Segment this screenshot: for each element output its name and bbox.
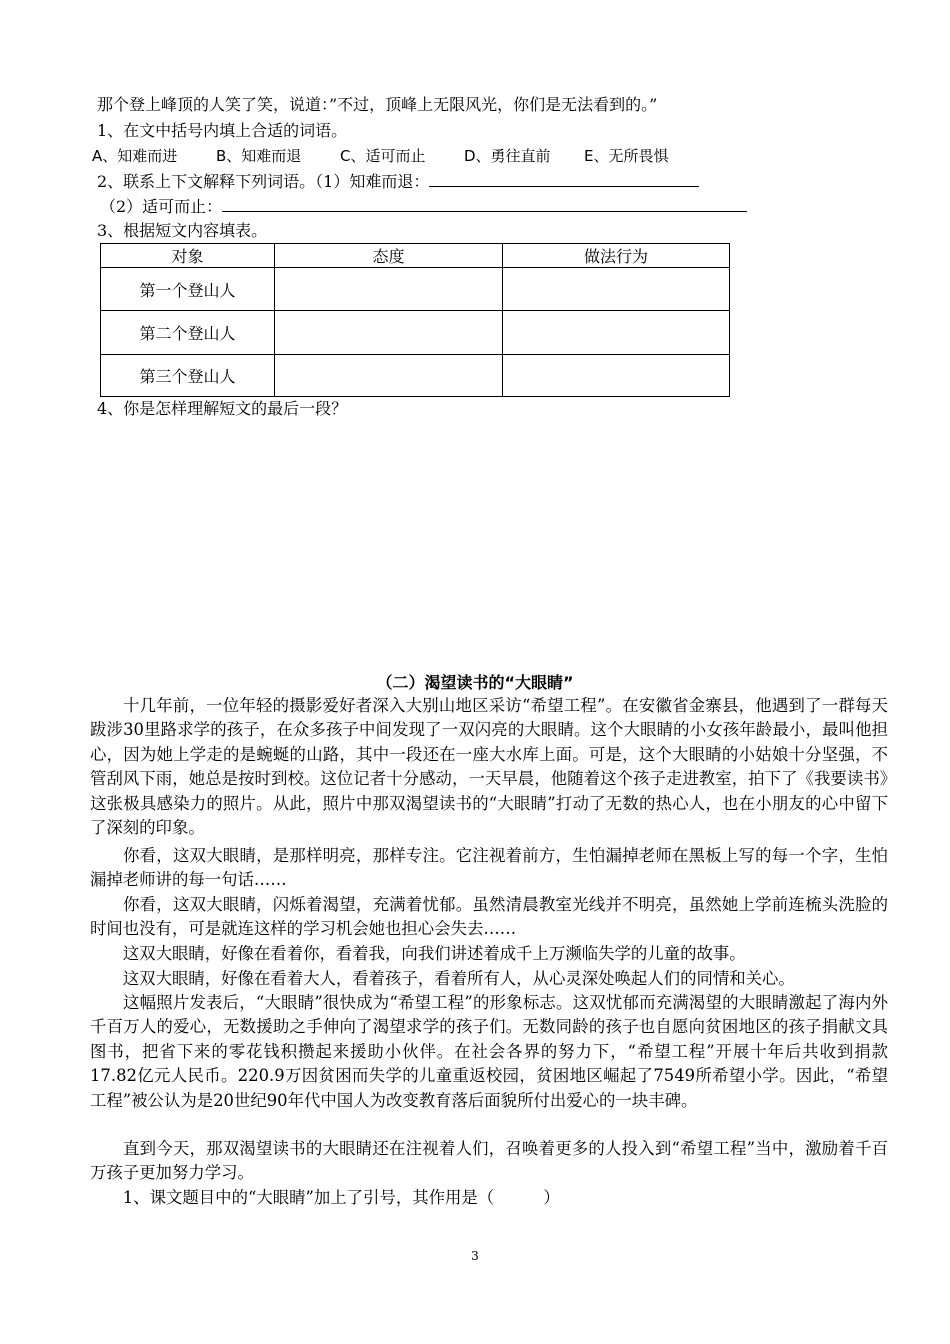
table-header-cell: 对象 <box>101 244 275 268</box>
options-row <box>92 146 668 166</box>
page-number: 3 <box>471 1249 479 1263</box>
fill-table <box>100 243 730 397</box>
paragraph: 这双大眼睛，好像在看着大人，看着孩子，看着所有人，从心灵深处唤起人们的同情和关心。 <box>122 969 795 988</box>
answer-blank-2[interactable] <box>222 197 747 212</box>
answer-blank-1[interactable] <box>429 172 699 187</box>
table-cell-subject: 第一个登山人 <box>101 268 275 311</box>
paragraph: 这双大眼睛，好像在看着你，看着我，向我们讲述着成千上万濒临失学的儿童的故事。 <box>122 944 746 963</box>
table-row <box>101 311 730 355</box>
question-1: 1、在文中括号内填上合适的词语。 <box>97 121 348 140</box>
option-e: E、无所畏惧 <box>584 147 669 165</box>
question-2a-text: 2、联系上下文解释下列词语。（1）知难而退： <box>97 172 430 191</box>
table-header-row <box>101 244 730 268</box>
table-cell-attitude[interactable] <box>275 311 503 355</box>
table-cell-subject: 第三个登山人 <box>101 355 275 397</box>
table-header-cell: 做法行为 <box>503 244 730 268</box>
table-cell-action[interactable] <box>503 311 730 355</box>
paragraph: 这幅照片发表后，“大眼睛”很快成为“希望工程”的形象标志。这双忧郁而充满渴望的大眼睛激起了海内外千百万人的爱心，无数援助之手伸向了渴望求学的孩子们。无数同龄的孩子也自愿向贫困地区的孩子捐献文具图书，把省下来的零花钱积攒起来援助小伙伴。在社会各界的努力下，“希望工程”开展十年后共收到捐款17.82亿元人民币。220.9万因贫困而失学的儿童重返校园，贫困地区崛起了7549所希望小学。因此，“希望工程”被公认为是20世纪90年代中国人为改变教育落后面貌所付出爱心的一块丰碑。 <box>90 993 888 1110</box>
question-2a <box>97 172 699 192</box>
paragraph: 十几年前，一位年轻的摄影爱好者深入大别山地区采访“希望工程”。在安徽省金寨县，他遇到了一群每天跋涉30里路求学的孩子，在众多孩子中间发现了一双闪亮的大眼睛。这个大眼睛的小女孩年龄最小，最叫他担心，因为她上学走的是蜿蜒的山路，其中一段还在一座大水库上面。可是，这个大眼睛的小姑娘十分坚强，不管刮风下雨，她总是按时到校。这位记者十分感动，一天早晨，他随着这个孩子走进教室，拍下了《我要读书》这张极具感染力的照片。从此，照片中那双渴望读书的“大眼睛”打动了无数的热心人，也在小朋友的心中留下了深刻的印象。 <box>90 696 888 838</box>
question-2b <box>100 197 747 217</box>
paragraph: 你看，这双大眼睛，是那样明亮，那样专注。它注视着前方，生怕漏掉老师在黑板上写的每一个字，生怕漏掉老师讲的每一句话…… <box>90 846 888 890</box>
table-cell-subject: 第二个登山人 <box>101 311 275 355</box>
question-2b-text: （2）适可而止： <box>100 197 223 216</box>
table-cell-attitude[interactable] <box>275 268 503 311</box>
question-line: 1、课文题目中的“大眼睛”加上了引号，其作用是（ ） <box>122 1188 560 1207</box>
paragraph: 你看，这双大眼睛，闪烁着渴望，充满着忧郁。虽然清晨教室光线并不明亮，虽然她上学前连梳头洗脸的时间也没有，可是就连这样的学习机会她也担心会失去…… <box>90 895 888 939</box>
table-row <box>101 355 730 397</box>
table-row <box>101 268 730 311</box>
table-header-cell: 态度 <box>275 244 503 268</box>
option-c: C、适可而止 <box>340 147 426 165</box>
section-title: （二）渴望读书的“大眼睛” <box>376 673 574 692</box>
table-cell-attitude[interactable] <box>275 355 503 397</box>
table-cell-action[interactable] <box>503 268 730 311</box>
paragraph: 直到今天，那双渴望读书的大眼睛还在注视着人们，召唤着更多的人投入到“希望工程”当中，激励着千百万孩子更加努力学习。 <box>90 1139 888 1183</box>
question-3: 3、根据短文内容填表。 <box>97 221 268 240</box>
question-4: 4、你是怎样理解短文的最后一段？ <box>97 399 348 418</box>
table-cell-action[interactable] <box>503 355 730 397</box>
option-a: A、知难而进 <box>92 147 178 165</box>
intro-line: 那个登上峰顶的人笑了笑，说道：”不过，顶峰上无限风光，你们是无法看到的。” <box>97 95 658 114</box>
option-b: B、知难而退 <box>216 147 302 165</box>
option-d: D、勇往直前 <box>464 147 551 165</box>
